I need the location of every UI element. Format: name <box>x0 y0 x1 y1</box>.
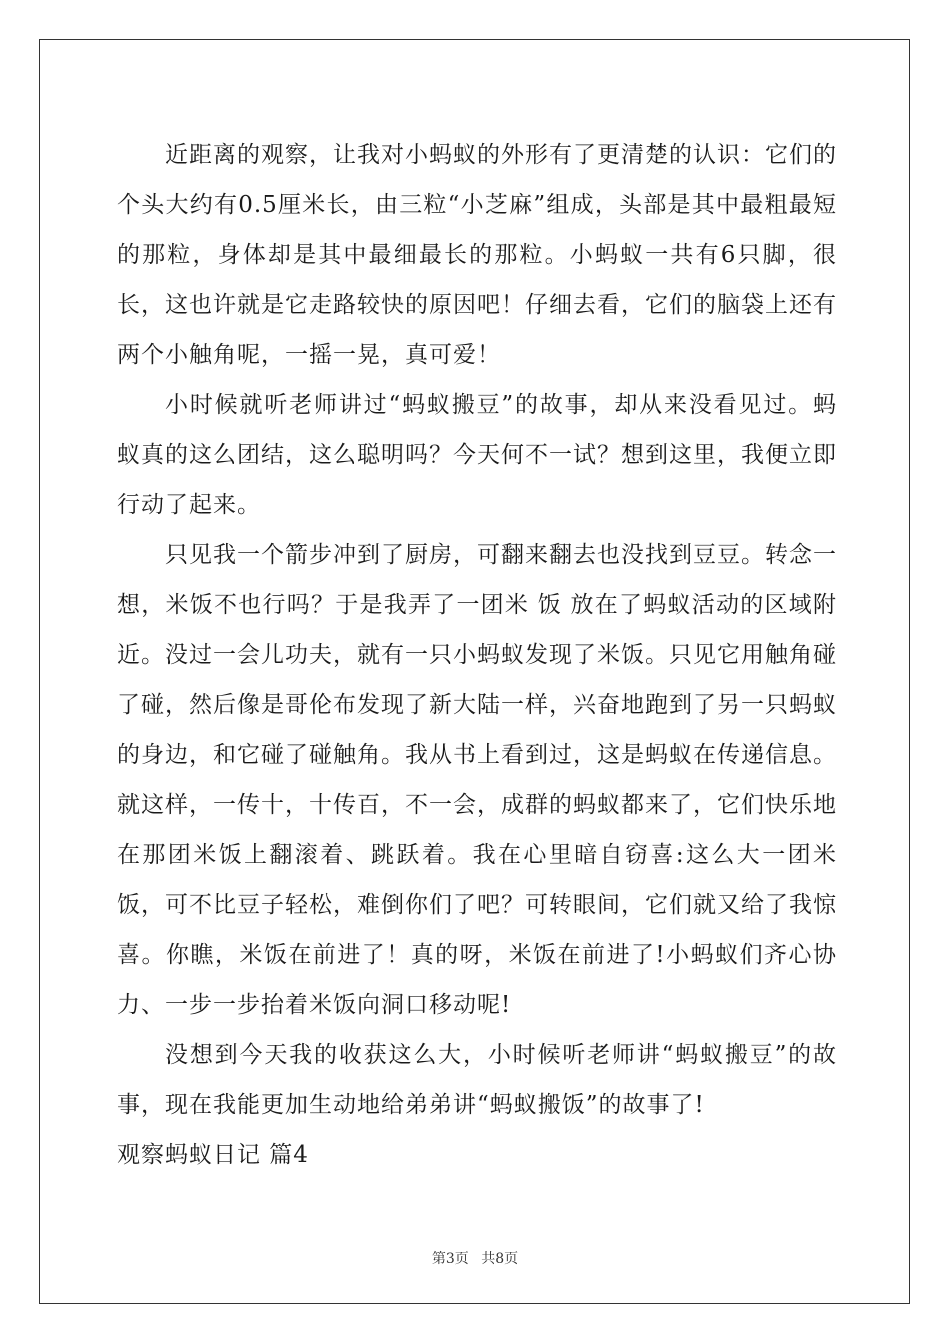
page-number: 第3页 <box>431 1251 469 1267</box>
paragraph-rice-experiment: 只见我一个箭步冲到了厨房，可翻来翻去也没找到豆豆。转念一想，米饭不也行吗？于是我弄了一团米 饭 放在了蚂蚁活动的区域附近。没过一会儿功夫，就有一只小蚂蚁发现了米饭。只见它用触角碰了碰，然后像是哥伦布发现了新大陆一样，兴奋地跑到了另一只蚂蚁的身边，和它碰了碰触角。我从书上看到过，这是蚂蚁在传递信息。就这样，一传十，十传百，不一会，成群的蚂蚁都来了，它们快乐地在那团米饭上翻滚着、跳跃着。我在心里暗自窃喜:这么大一团米饭，可不比豆子轻松，难倒你们了吧？可转眼间，它们就又给了我惊喜。你瞧，米饭在前进了！真的呀，米饭在前进了!小蚂蚁们齐心协力、一步一步抬着米饭向洞口移动呢! <box>117 542 837 1018</box>
page-footer <box>0 1248 950 1268</box>
paragraph-ant-appearance: 近距离的观察，让我对小蚂蚁的外形有了更清楚的认识：它们的个头大约有0.5厘米长，由三粒“小芝麻”组成，头部是其中最粗最短的那粒，身体却是其中最细最长的那粒。小蚂蚁一共有6只脚，很长，这也许就是它走路较快的原因吧！仔细去看，它们的脑袋上还有两个小触角呢，一摇一晃，真可爱！ <box>117 142 837 368</box>
page-total: 共8页 <box>481 1251 519 1267</box>
document-body <box>117 130 837 1180</box>
section-heading: 观察蚂蚁日记 篇4 <box>117 1142 309 1168</box>
paragraph-ant-story: 小时候就听老师讲过“蚂蚁搬豆”的故事，却从来没看见过。蚂蚁真的这么团结，这么聪明吗？今天何不一试？想到这里，我便立即行动了起来。 <box>117 392 837 518</box>
paragraph-conclusion: 没想到今天我的收获这么大，小时候听老师讲“蚂蚁搬豆”的故事，现在我能更加生动地给弟弟讲“蚂蚁搬饭”的故事了! <box>117 1042 837 1118</box>
